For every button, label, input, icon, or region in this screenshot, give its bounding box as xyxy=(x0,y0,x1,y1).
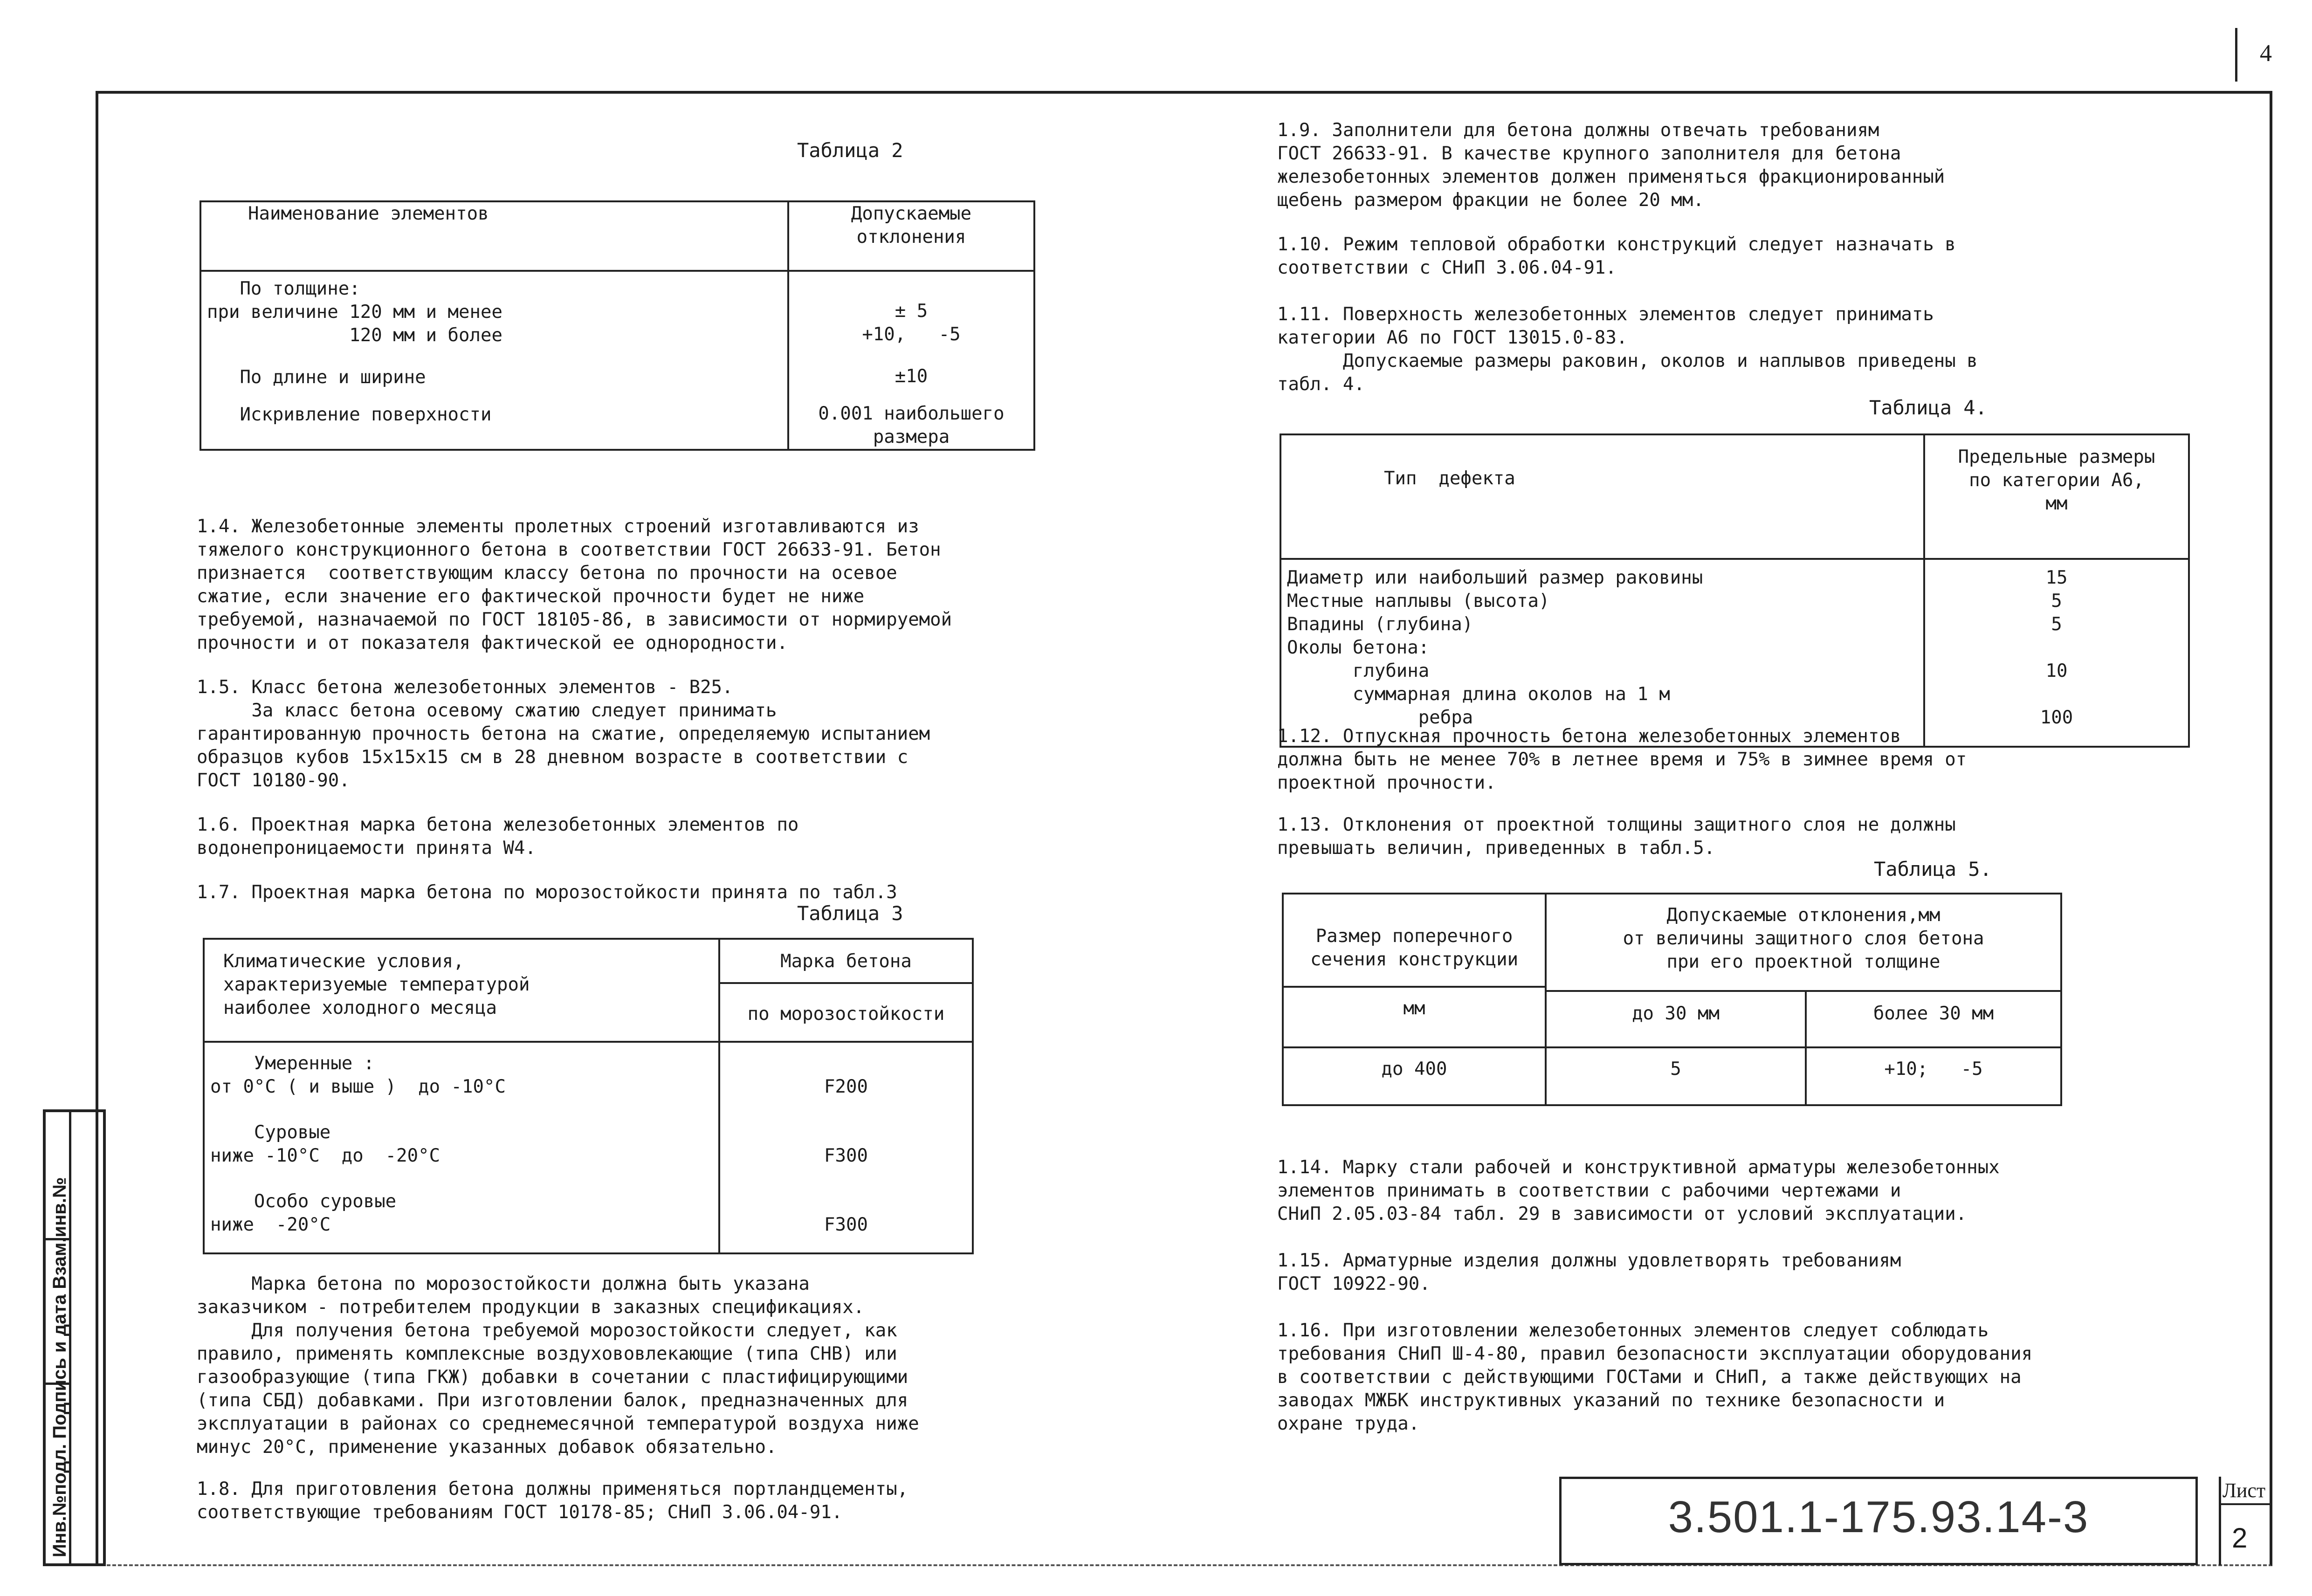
sheet-number: 2 xyxy=(2232,1522,2248,1554)
para-1-15: 1.15. Арматурные изделия должны удовлетворять требованиям ГОСТ 10922-90. xyxy=(1277,1250,1901,1294)
table-5 xyxy=(1282,893,2062,1106)
document-code: 3.501.1-175.93.14-3 xyxy=(1668,1492,2089,1542)
table5-sub2: более 30 мм xyxy=(1806,991,2061,1047)
table5-head-size: Размер поперечного сечения конструкции мм xyxy=(1283,894,1546,1047)
sheet-label: Лист xyxy=(2223,1479,2266,1502)
table3-head-mark: Марка бетона по морозостойкости xyxy=(719,939,973,1042)
table3-cond-cell: Умеренные : от 0°С ( и выше ) до -10°С Суровые ниже -10°С до -20°С Особо суровые ниже -20°С xyxy=(204,1042,719,1253)
para-1-7: 1.7. Проектная марка бетона по морозостойкости принята по табл.3 xyxy=(197,882,897,903)
para-1-10: 1.10. Режим тепловой обработки конструкций следует назначать в соответствии с СНиП 3.06.04-91. xyxy=(1277,234,1956,278)
table4-head-size: Предельные размеры по категории А6, мм xyxy=(1924,434,2189,559)
table4-defects: Диаметр или наибольший размер раковины Местные наплывы (высота) Впадины (глубина) Околы бетона: глубина суммарная длина околов на 1 м ребра xyxy=(1280,559,1924,747)
table4-values: 15 5 5 10 100 xyxy=(1924,559,2189,747)
para-1-6: 1.6. Проектная марка бетона железобетонных элементов по водонепроницаемости принята W4. xyxy=(197,814,799,859)
table5-row-v2: +10; -5 xyxy=(1806,1047,2061,1105)
table2-caption: Таблица 2 xyxy=(797,139,903,162)
table5-row-size: до 400 xyxy=(1283,1047,1546,1105)
para-1-9: 1.9. Заполнители для бетона должны отвечать требованиям ГОСТ 26633-91. В качестве крупного заполнителя для бетона железобетонных элементов должен применяться фракционированный щебень размером фракции не более 20 мм. xyxy=(1277,120,1945,211)
table-4 xyxy=(1280,433,2190,748)
table2-dev-cell: ± 5 +10, -5 ±10 0.001 наибольшего размера xyxy=(788,271,1034,450)
sheet-divider xyxy=(2219,1503,2272,1505)
table4-caption: Таблица 4. xyxy=(1869,396,1987,419)
table2-head-dev: Допускаемые отклонения xyxy=(788,201,1034,271)
table3-caption: Таблица 3 xyxy=(797,902,903,925)
table4-head-type: Тип дефекта xyxy=(1280,434,1924,559)
table2-head-name: Наименование элементов xyxy=(200,201,788,271)
para-1-4: 1.4. Железобетонные элементы пролетных строений изготавливаются из тяжелого конструкционного бетона в соответствии ГОСТ 26633-91. Бетон признается соответствующим классу бетона по прочности на осевое сжатие, если значение его фактической прочности будет не ниже требуемой, назначаемой по ГОСТ 18105-86, в зависимости от нормируемой прочности и от показателя фактической ее однородности. xyxy=(197,516,952,654)
table5-sub1: до 30 мм xyxy=(1546,991,1806,1047)
side-stamp xyxy=(43,1109,106,1566)
table5-head-dev: Допускаемые отклонения,мм от величины защитного слоя бетона при его проектной толщине xyxy=(1546,894,2061,991)
table-2 xyxy=(200,200,1035,451)
para-1-13: 1.13. Отклонения от проектной толщины защитного слоя не должны превышать величин, приведенных в табл.5. xyxy=(1277,814,1956,859)
table5-caption: Таблица 5. xyxy=(1874,858,1992,881)
table3-mark-cell: F200 F300 F300 xyxy=(719,1042,973,1253)
table2-row1-name: По толщине: при величине 120 мм и менее 120 мм и более По длине и ширине Искривление поверхности xyxy=(200,271,788,450)
table5-row-v1: 5 xyxy=(1546,1047,1806,1105)
page-corner-number: 4 xyxy=(2260,40,2272,67)
para-1-5: 1.5. Класс бетона железобетонных элементов - B25. За класс бетона осевому сжатию следует принимать гарантированную прочность бетона на сжатие, определяемую испытанием образцов кубов 15x15x15 см в 28 дневном возрасте в соответствии с ГОСТ 10180-90. xyxy=(197,677,930,791)
para-1-12: 1.12. Отпускная прочность бетона железобетонных элементов должна быть не менее 70% в летнее время и 75% в зимнее время от проектной прочности. xyxy=(1277,726,1967,793)
side-stamp-text: Инв.№подл. Подпись и дата Взам.инв.№ xyxy=(49,1177,70,1557)
para-1-14: 1.14. Марку стали рабочей и конструктивной арматуры железобетонных элементов принимать в соответствии с рабочими чертежами и СНиП 2.05.03-84 табл. 29 в зависимости от условий эксплуатации. xyxy=(1277,1157,2000,1225)
para-frost: Марка бетона по морозостойкости должна быть указана заказчиком - потребителем продукции в заказных спецификациях. Для получения бетона требуемой морозостойкости следует, как правило, применять комплексные воздухововлекающие (типа СНВ) или газообразующие (типа ГКЖ) добавки в сочетании с пластифицирующими (типа СБД) добавками. При изготовлении балок, предназначенных для эксплуатации в районах со среднемесячной температурой воздуха ниже минус 20°С, применение указанных добавок обязательно. xyxy=(197,1273,919,1458)
corner-line xyxy=(2235,28,2237,82)
para-1-11: 1.11. Поверхность железобетонных элементов следует принимать категории А6 по ГОСТ 13015.0-83. Допускаемые размеры раковин, околов и наплывов приведены в табл. 4. xyxy=(1277,304,1978,395)
para-1-16: 1.16. При изготовлении железобетонных элементов следует соблюдать требования СНиП Ш-4-80, правил безопасности эксплуатации оборудования в соответствии с действующими ГОСТами и СНиП, а также действующих на заводах МЖБК инструктивных указаний по технике безопасности и охране труда. xyxy=(1277,1320,2033,1434)
table3-head-cond: Климатические условия, характеризуемые температурой наиболее холодного месяца xyxy=(204,939,719,1042)
table-3 xyxy=(203,938,974,1254)
para-1-8: 1.8. Для приготовления бетона должны применяться портландцементы, соответствующие требованиям ГОСТ 10178-85; СНиП 3.06.04-91. xyxy=(197,1479,908,1523)
